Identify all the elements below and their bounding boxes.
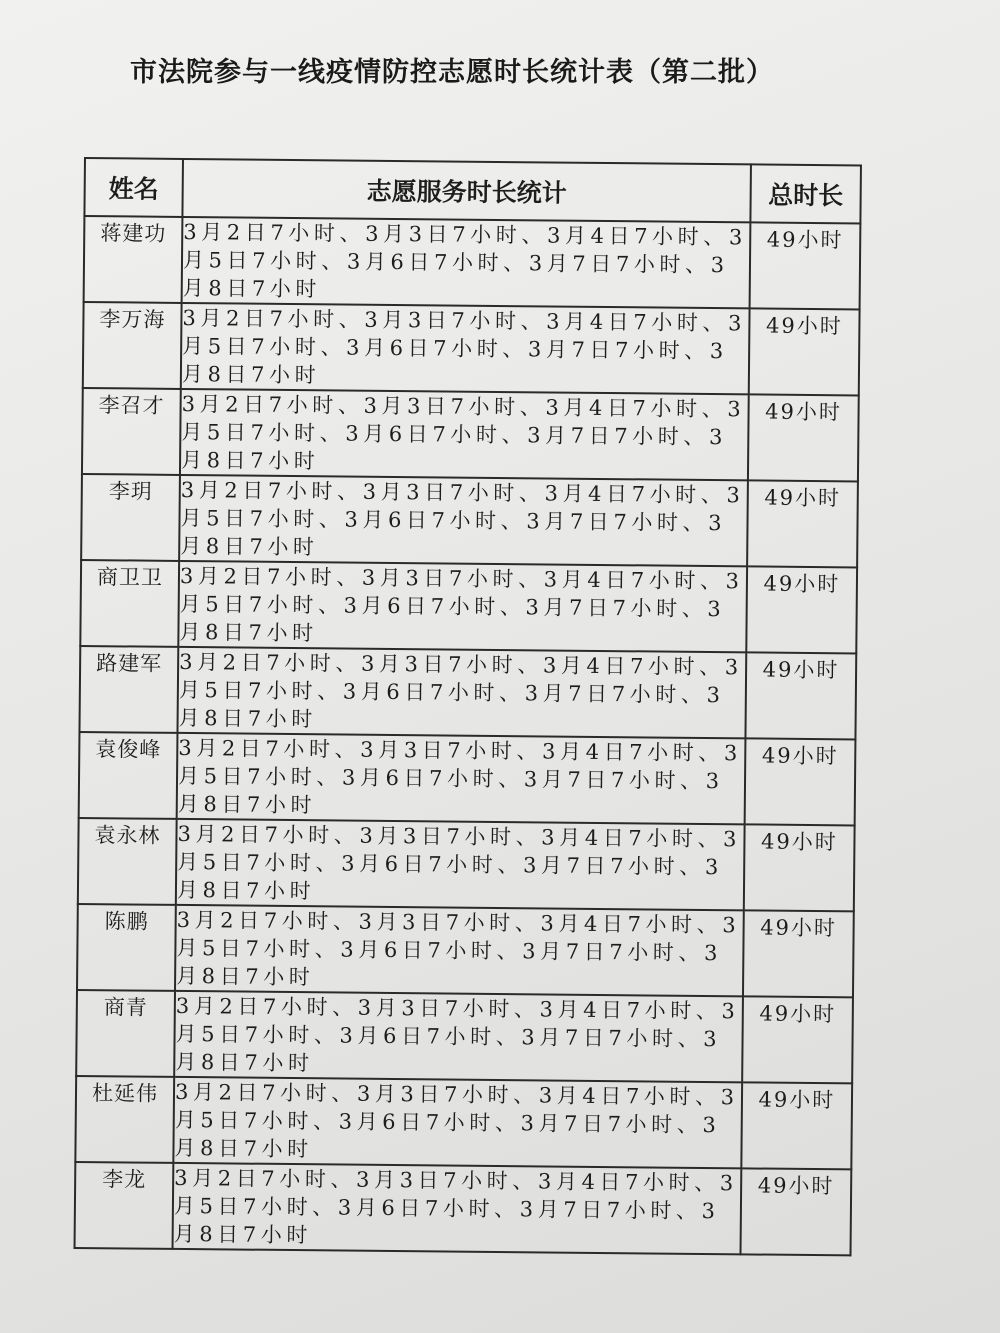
detail-cell: 3月2日7小时、3月3日7小时、3月4日7小时、3月5日7小时、3月6日7小时、3月7日7小时、3月8日7小时 (174, 991, 743, 1082)
table-row (77, 904, 854, 997)
total-cell: 49小时 (745, 738, 856, 825)
detail-cell: 3月2日7小时、3月3日7小时、3月4日7小时、3月5日7小时、3月6日7小时、3月7日7小时、3月8日7小时 (182, 217, 751, 308)
table-row (75, 1076, 852, 1169)
total-cell: 49小时 (743, 910, 854, 997)
total-cell: 49小时 (744, 824, 855, 911)
header-name: 姓名 (84, 158, 183, 217)
table-row (82, 388, 859, 481)
detail-cell: 3月2日7小时、3月3日7小时、3月4日7小时、3月5日7小时、3月6日7小时、3月7日7小时、3月8日7小时 (173, 1163, 742, 1254)
table-row (79, 732, 856, 825)
table-row (75, 1162, 852, 1255)
table-row (80, 560, 857, 653)
detail-cell: 3月2日7小时、3月3日7小时、3月4日7小时、3月5日7小时、3月6日7小时、3月7日7小时、3月8日7小时 (177, 733, 746, 824)
detail-cell: 3月2日7小时、3月3日7小时、3月4日7小时、3月5日7小时、3月6日7小时、3月7日7小时、3月8日7小时 (178, 561, 747, 652)
detail-cell: 3月2日7小时、3月3日7小时、3月4日7小时、3月5日7小时、3月6日7小时、3月7日7小时、3月8日7小时 (179, 475, 748, 566)
name-cell: 袁俊峰 (79, 732, 178, 819)
detail-cell: 3月2日7小时、3月3日7小时、3月4日7小时、3月5日7小时、3月6日7小时、3月7日7小时、3月8日7小时 (180, 389, 749, 480)
table-row (76, 990, 853, 1083)
total-cell: 49小时 (747, 480, 858, 567)
name-cell: 蒋建功 (84, 216, 183, 303)
name-cell: 袁永林 (78, 818, 177, 905)
detail-cell: 3月2日7小时、3月3日7小时、3月4日7小时、3月5日7小时、3月6日7小时、3月7日7小时、3月8日7小时 (181, 303, 750, 394)
total-cell: 49小时 (742, 996, 853, 1083)
total-cell: 49小时 (740, 1168, 851, 1255)
detail-cell: 3月2日7小时、3月3日7小时、3月4日7小时、3月5日7小时、3月6日7小时、3月7日7小时、3月8日7小时 (175, 905, 744, 996)
detail-cell: 3月2日7小时、3月3日7小时、3月4日7小时、3月5日7小时、3月6日7小时、3月7日7小时、3月8日7小时 (173, 1077, 742, 1168)
header-total: 总时长 (750, 164, 861, 223)
table-row (79, 646, 856, 739)
detail-cell: 3月2日7小时、3月3日7小时、3月4日7小时、3月5日7小时、3月6日7小时、3月7日7小时、3月8日7小时 (176, 819, 745, 910)
table-row (83, 302, 860, 395)
total-cell: 49小时 (748, 394, 859, 481)
detail-cell: 3月2日7小时、3月3日7小时、3月4日7小时、3月5日7小时、3月6日7小时、3月7日7小时、3月8日7小时 (177, 647, 746, 738)
total-cell: 49小时 (746, 566, 857, 653)
name-cell: 陈鹏 (77, 904, 176, 991)
document-title: 市法院参与一线疫情防控志愿时长统计表（第二批） (130, 57, 774, 88)
table-row (84, 216, 861, 309)
header-detail: 志愿服务时长统计 (182, 159, 751, 222)
total-cell: 49小时 (741, 1082, 852, 1169)
name-cell: 李万海 (83, 302, 182, 389)
total-cell: 49小时 (745, 652, 856, 739)
name-cell: 杜延伟 (75, 1076, 174, 1163)
volunteer-hours-table (74, 157, 862, 1256)
name-cell: 李龙 (75, 1162, 174, 1249)
total-cell: 49小时 (750, 222, 861, 309)
name-cell: 李玥 (81, 474, 180, 561)
table-row (81, 474, 858, 567)
table-header-row (84, 158, 861, 223)
name-cell: 商青 (76, 990, 175, 1077)
total-cell: 49小时 (749, 308, 860, 395)
name-cell: 路建军 (79, 646, 178, 733)
name-cell: 商卫卫 (80, 560, 179, 647)
name-cell: 李召才 (82, 388, 181, 475)
table-row (78, 818, 855, 911)
